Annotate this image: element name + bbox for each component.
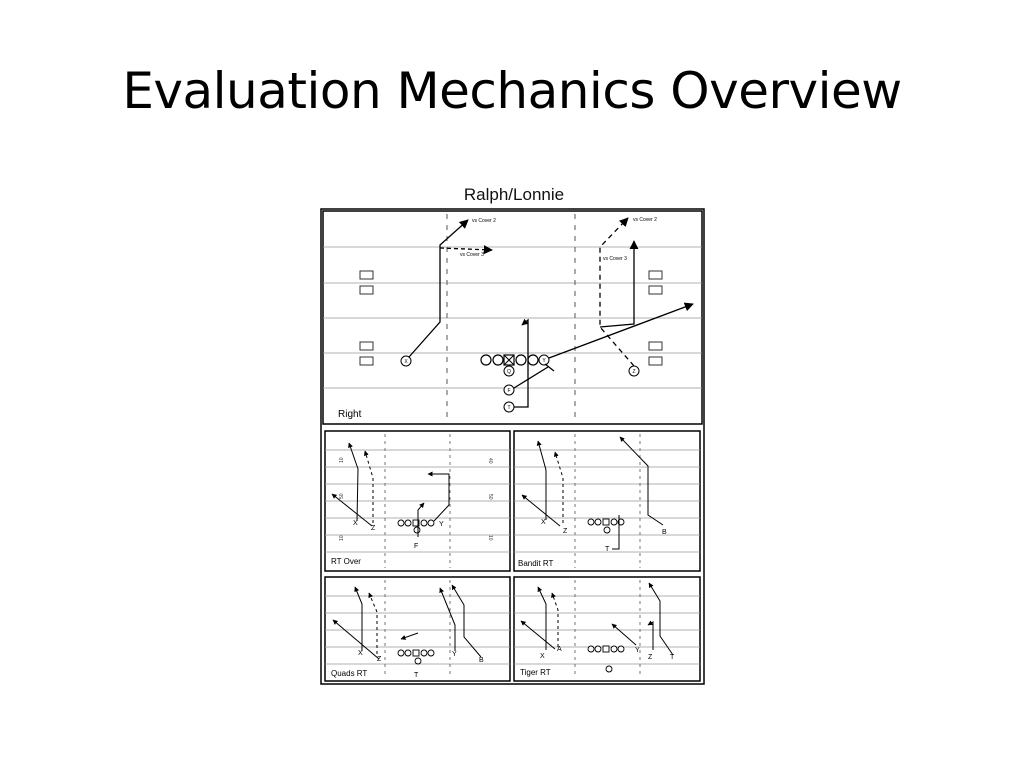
rtover-y: Y [439,521,444,528]
formation-label-bandit-rt: Bandit RT [518,559,554,568]
rtover-f: F [414,543,419,550]
quads-b: B [479,657,484,664]
yard-num-10c: 10 [487,535,493,541]
formation-label-quads-rt: Quads RT [331,669,368,678]
formation-label-main: Right [338,409,362,420]
yard-num-50b: 50 [487,494,493,500]
yard-num-10: 10 [339,457,345,463]
player-q: Q [507,369,511,375]
route-note-4: vs Cover 3 [603,256,627,262]
panel-tiger-rt [514,577,700,681]
bandit-t: T [605,546,610,553]
quads-x: X [358,650,363,657]
bandit-x: X [541,519,546,526]
bandit-z: Z [563,528,568,535]
tiger-a: A [557,646,562,653]
yard-num-40: 40 [487,458,493,464]
tiger-t: T [670,654,675,661]
playbook-title: Ralph/Lonnie [463,185,565,204]
panel-quads-rt [325,577,510,681]
panel-rt-over [325,431,510,571]
quads-z: Z [377,656,382,663]
yard-num-50: 50 [339,493,345,499]
tiger-z: Z [648,654,653,661]
tiger-x: X [540,653,545,660]
route-note-3: vs Cover 2 [633,217,657,223]
rtover-x: X [353,520,358,527]
formation-label-tiger-rt: Tiger RT [520,668,551,677]
player-z: Z [632,369,636,375]
player-x: X [404,359,408,365]
tiger-y: Y [635,647,640,654]
rtover-z: Z [371,525,376,532]
yard-num-10b: 10 [339,535,345,541]
main-play-diagram [323,211,702,424]
formation-label-rt-over: RT Over [331,557,361,566]
route-note-1: vs Cover 2 [472,218,496,224]
panel-bandit-rt [514,431,700,571]
quads-t: T [414,672,419,679]
player-f: F [507,388,511,394]
route-note-2: vs Cover 3 [460,252,484,258]
player-t: T [507,405,511,411]
quads-y: Y [452,651,457,658]
bandit-b: B [662,529,667,536]
slide-title: Evaluation Mechanics Overview [122,62,902,120]
player-y: Y [542,358,546,364]
